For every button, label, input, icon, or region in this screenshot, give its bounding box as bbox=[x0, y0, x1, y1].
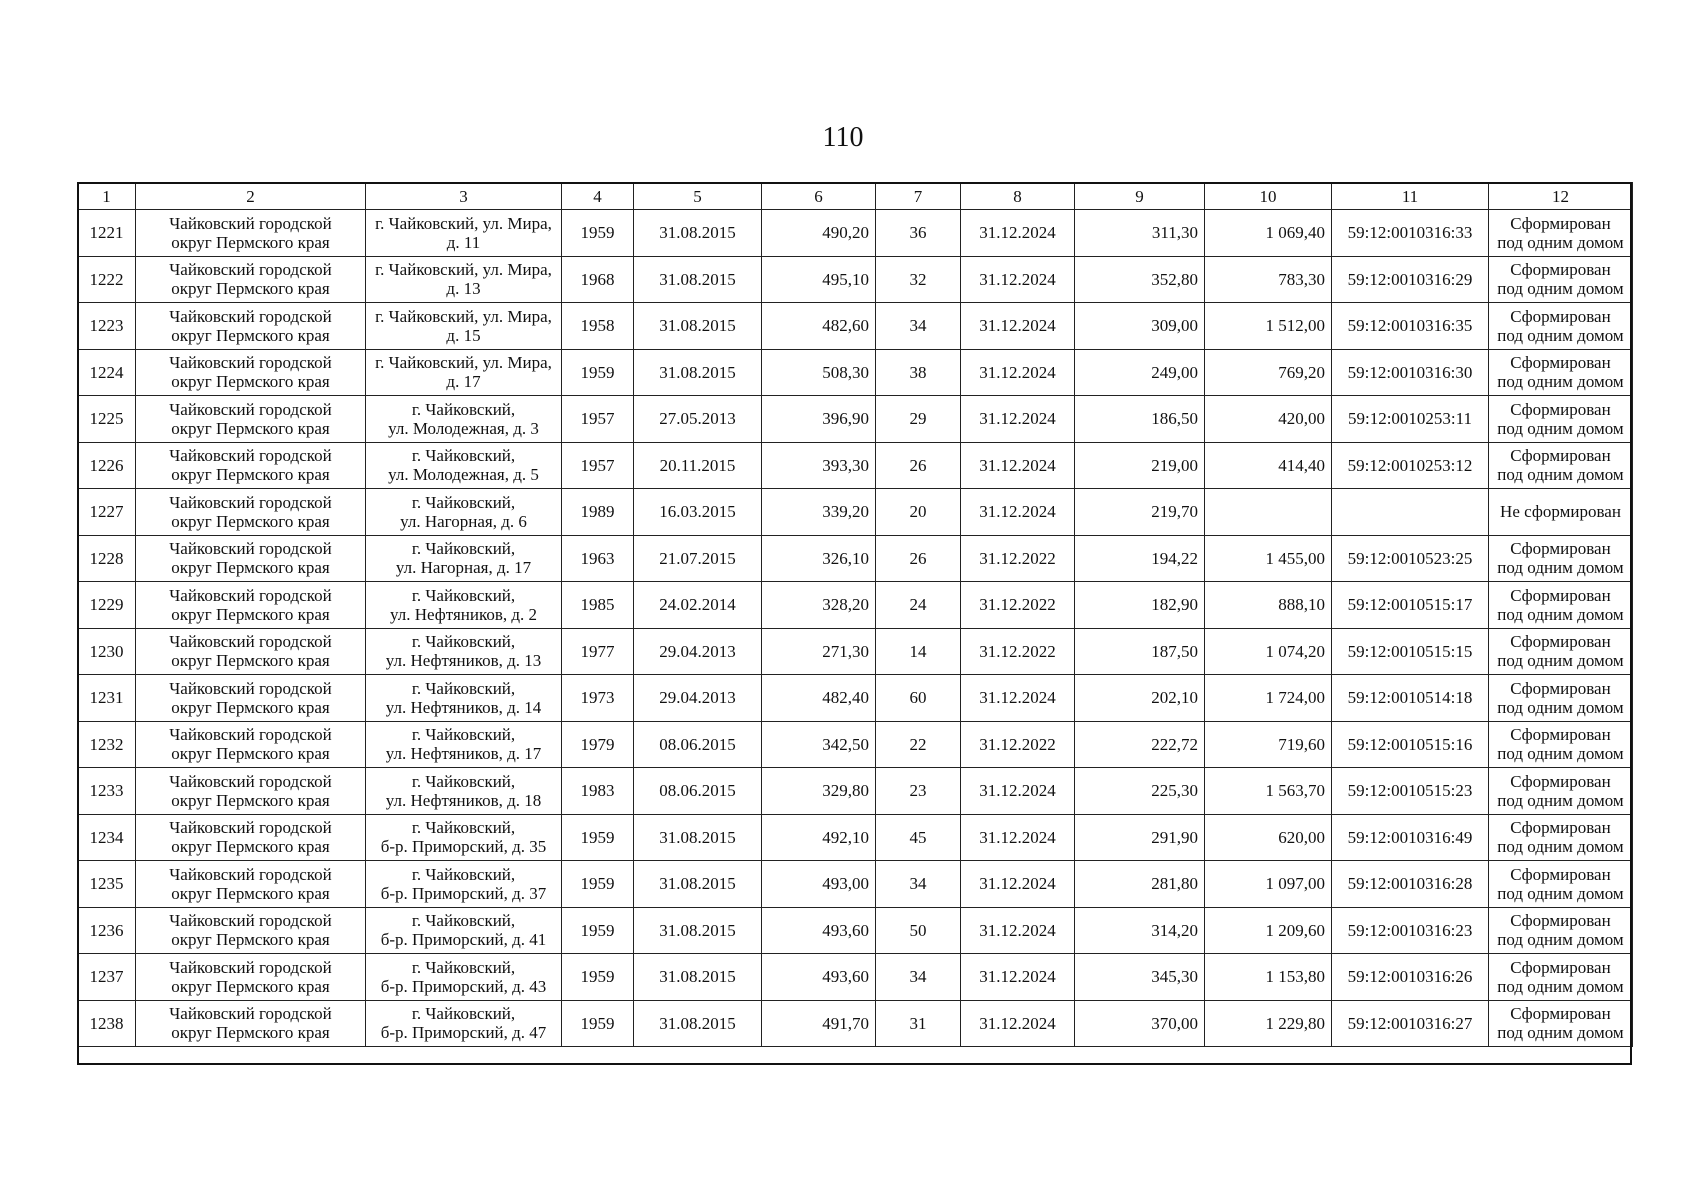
total-area-cell: 339,20 bbox=[762, 489, 876, 536]
cadastral-number-cell: 59:12:0010316:35 bbox=[1332, 303, 1489, 350]
land-area-cell: 1 209,60 bbox=[1205, 907, 1332, 954]
planned-date-cell: 31.12.2024 bbox=[961, 861, 1075, 908]
residents-count-cell: 26 bbox=[876, 535, 961, 582]
total-area-cell: 328,20 bbox=[762, 582, 876, 629]
land-status-cell: Сформирован под одним домом bbox=[1489, 396, 1633, 443]
municipality-cell: Чайковский городской округ Пермского края bbox=[136, 303, 366, 350]
year-built-cell: 1959 bbox=[562, 861, 634, 908]
municipality-cell: Чайковский городской округ Пермского края bbox=[136, 349, 366, 396]
cadastral-number-cell: 59:12:0010316:23 bbox=[1332, 907, 1489, 954]
land-status-cell: Сформирован под одним домом bbox=[1489, 907, 1633, 954]
total-area-cell: 492,10 bbox=[762, 814, 876, 861]
land-area-cell bbox=[1205, 489, 1332, 536]
address-cell: г. Чайковский, ул. Нефтяников, д. 2 bbox=[366, 582, 562, 629]
living-area-cell: 186,50 bbox=[1075, 396, 1205, 443]
table-row bbox=[78, 256, 1633, 303]
municipality-cell: Чайковский городской округ Пермского края bbox=[136, 535, 366, 582]
living-area-cell: 345,30 bbox=[1075, 954, 1205, 1001]
recognition-date-cell: 16.03.2015 bbox=[634, 489, 762, 536]
recognition-date-cell: 31.08.2015 bbox=[634, 954, 762, 1001]
table-row bbox=[78, 303, 1633, 350]
table-body bbox=[78, 210, 1633, 1047]
row-number-cell: 1238 bbox=[78, 1000, 136, 1047]
cadastral-number-cell: 59:12:0010316:27 bbox=[1332, 1000, 1489, 1047]
row-number-cell: 1226 bbox=[78, 442, 136, 489]
table-row bbox=[78, 861, 1633, 908]
land-status-cell: Сформирован под одним домом bbox=[1489, 303, 1633, 350]
cadastral-number-cell: 59:12:0010316:26 bbox=[1332, 954, 1489, 1001]
land-status-cell: Сформирован под одним домом bbox=[1489, 349, 1633, 396]
address-cell: г. Чайковский, ул. Нефтяников, д. 18 bbox=[366, 768, 562, 815]
address-cell: г. Чайковский, б-р. Приморский, д. 47 bbox=[366, 1000, 562, 1047]
land-area-cell: 1 512,00 bbox=[1205, 303, 1332, 350]
land-status-cell: Сформирован под одним домом bbox=[1489, 442, 1633, 489]
cadastral-number-cell: 59:12:0010515:17 bbox=[1332, 582, 1489, 629]
municipality-cell: Чайковский городской округ Пермского края bbox=[136, 907, 366, 954]
recognition-date-cell: 21.07.2015 bbox=[634, 535, 762, 582]
address-cell: г. Чайковский, ул. Нефтяников, д. 14 bbox=[366, 675, 562, 722]
land-area-cell: 783,30 bbox=[1205, 256, 1332, 303]
land-status-cell: Сформирован под одним домом bbox=[1489, 768, 1633, 815]
municipality-cell: Чайковский городской округ Пермского края bbox=[136, 861, 366, 908]
table-row bbox=[78, 535, 1633, 582]
year-built-cell: 1959 bbox=[562, 1000, 634, 1047]
planned-date-cell: 31.12.2024 bbox=[961, 442, 1075, 489]
municipality-cell: Чайковский городской округ Пермского края bbox=[136, 1000, 366, 1047]
residents-count-cell: 45 bbox=[876, 814, 961, 861]
address-cell: г. Чайковский, ул. Мира, д. 15 bbox=[366, 303, 562, 350]
residents-count-cell: 34 bbox=[876, 861, 961, 908]
total-area-cell: 393,30 bbox=[762, 442, 876, 489]
land-area-cell: 414,40 bbox=[1205, 442, 1332, 489]
address-cell: г. Чайковский, б-р. Приморский, д. 41 bbox=[366, 907, 562, 954]
residents-count-cell: 60 bbox=[876, 675, 961, 722]
page-number: 110 bbox=[822, 122, 864, 153]
total-area-cell: 491,70 bbox=[762, 1000, 876, 1047]
residents-count-cell: 31 bbox=[876, 1000, 961, 1047]
living-area-cell: 314,20 bbox=[1075, 907, 1205, 954]
address-cell: г. Чайковский, ул. Молодежная, д. 5 bbox=[366, 442, 562, 489]
cadastral-number-cell: 59:12:0010523:25 bbox=[1332, 535, 1489, 582]
recognition-date-cell: 27.05.2013 bbox=[634, 396, 762, 443]
living-area-cell: 309,00 bbox=[1075, 303, 1205, 350]
row-number-cell: 1236 bbox=[78, 907, 136, 954]
row-number-cell: 1229 bbox=[78, 582, 136, 629]
year-built-cell: 1959 bbox=[562, 907, 634, 954]
municipality-cell: Чайковский городской округ Пермского края bbox=[136, 954, 366, 1001]
planned-date-cell: 31.12.2022 bbox=[961, 582, 1075, 629]
planned-date-cell: 31.12.2024 bbox=[961, 675, 1075, 722]
planned-date-cell: 31.12.2024 bbox=[961, 907, 1075, 954]
table-row bbox=[78, 954, 1633, 1001]
planned-date-cell: 31.12.2024 bbox=[961, 814, 1075, 861]
living-area-cell: 182,90 bbox=[1075, 582, 1205, 629]
year-built-cell: 1959 bbox=[562, 954, 634, 1001]
recognition-date-cell: 31.08.2015 bbox=[634, 303, 762, 350]
column-header: 7 bbox=[876, 183, 961, 210]
year-built-cell: 1977 bbox=[562, 628, 634, 675]
table-row bbox=[78, 768, 1633, 815]
column-header: 2 bbox=[136, 183, 366, 210]
year-built-cell: 1973 bbox=[562, 675, 634, 722]
planned-date-cell: 31.12.2024 bbox=[961, 210, 1075, 257]
year-built-cell: 1959 bbox=[562, 814, 634, 861]
address-cell: г. Чайковский, ул. Нагорная, д. 6 bbox=[366, 489, 562, 536]
cadastral-number-cell: 59:12:0010515:23 bbox=[1332, 768, 1489, 815]
total-area-cell: 495,10 bbox=[762, 256, 876, 303]
land-status-cell: Сформирован под одним домом bbox=[1489, 675, 1633, 722]
table-row bbox=[78, 489, 1633, 536]
row-number-cell: 1231 bbox=[78, 675, 136, 722]
table-row bbox=[78, 721, 1633, 768]
header-row bbox=[78, 183, 1633, 210]
land-status-cell: Сформирован под одним домом bbox=[1489, 954, 1633, 1001]
living-area-cell: 370,00 bbox=[1075, 1000, 1205, 1047]
row-number-cell: 1233 bbox=[78, 768, 136, 815]
column-header: 12 bbox=[1489, 183, 1633, 210]
land-status-cell: Сформирован под одним домом bbox=[1489, 628, 1633, 675]
total-area-cell: 396,90 bbox=[762, 396, 876, 443]
municipality-cell: Чайковский городской округ Пермского края bbox=[136, 628, 366, 675]
planned-date-cell: 31.12.2022 bbox=[961, 535, 1075, 582]
land-status-cell: Сформирован под одним домом bbox=[1489, 256, 1633, 303]
municipality-cell: Чайковский городской округ Пермского края bbox=[136, 768, 366, 815]
address-cell: г. Чайковский, ул. Нагорная, д. 17 bbox=[366, 535, 562, 582]
table-row bbox=[78, 210, 1633, 257]
total-area-cell: 490,20 bbox=[762, 210, 876, 257]
land-area-cell: 719,60 bbox=[1205, 721, 1332, 768]
municipality-cell: Чайковский городской округ Пермского края bbox=[136, 489, 366, 536]
living-area-cell: 225,30 bbox=[1075, 768, 1205, 815]
land-status-cell: Сформирован под одним домом bbox=[1489, 582, 1633, 629]
living-area-cell: 311,30 bbox=[1075, 210, 1205, 257]
column-header: 10 bbox=[1205, 183, 1332, 210]
year-built-cell: 1985 bbox=[562, 582, 634, 629]
land-area-cell: 769,20 bbox=[1205, 349, 1332, 396]
land-status-cell: Не сформирован bbox=[1489, 489, 1633, 536]
recognition-date-cell: 31.08.2015 bbox=[634, 256, 762, 303]
address-cell: г. Чайковский, ул. Молодежная, д. 3 bbox=[366, 396, 562, 443]
land-status-cell: Сформирован под одним домом bbox=[1489, 535, 1633, 582]
land-area-cell: 1 153,80 bbox=[1205, 954, 1332, 1001]
land-area-cell: 1 455,00 bbox=[1205, 535, 1332, 582]
total-area-cell: 482,60 bbox=[762, 303, 876, 350]
living-area-cell: 194,22 bbox=[1075, 535, 1205, 582]
cadastral-number-cell: 59:12:0010515:15 bbox=[1332, 628, 1489, 675]
land-area-cell: 1 069,40 bbox=[1205, 210, 1332, 257]
residents-count-cell: 34 bbox=[876, 303, 961, 350]
residents-count-cell: 23 bbox=[876, 768, 961, 815]
column-header: 3 bbox=[366, 183, 562, 210]
year-built-cell: 1983 bbox=[562, 768, 634, 815]
column-header: 9 bbox=[1075, 183, 1205, 210]
land-area-cell: 1 724,00 bbox=[1205, 675, 1332, 722]
living-area-cell: 291,90 bbox=[1075, 814, 1205, 861]
table-row bbox=[78, 1000, 1633, 1047]
living-area-cell: 352,80 bbox=[1075, 256, 1205, 303]
cadastral-number-cell: 59:12:0010253:11 bbox=[1332, 396, 1489, 443]
planned-date-cell: 31.12.2024 bbox=[961, 256, 1075, 303]
table-row bbox=[78, 814, 1633, 861]
residents-count-cell: 36 bbox=[876, 210, 961, 257]
municipality-cell: Чайковский городской округ Пермского края bbox=[136, 814, 366, 861]
cadastral-number-cell: 59:12:0010316:29 bbox=[1332, 256, 1489, 303]
recognition-date-cell: 31.08.2015 bbox=[634, 349, 762, 396]
year-built-cell: 1979 bbox=[562, 721, 634, 768]
row-number-cell: 1234 bbox=[78, 814, 136, 861]
land-status-cell: Сформирован под одним домом bbox=[1489, 721, 1633, 768]
total-area-cell: 271,30 bbox=[762, 628, 876, 675]
living-area-cell: 219,70 bbox=[1075, 489, 1205, 536]
residents-count-cell: 26 bbox=[876, 442, 961, 489]
land-status-cell: Сформирован под одним домом bbox=[1489, 814, 1633, 861]
address-cell: г. Чайковский, ул. Мира, д. 13 bbox=[366, 256, 562, 303]
land-area-cell: 1 074,20 bbox=[1205, 628, 1332, 675]
living-area-cell: 281,80 bbox=[1075, 861, 1205, 908]
planned-date-cell: 31.12.2024 bbox=[961, 1000, 1075, 1047]
total-area-cell: 493,00 bbox=[762, 861, 876, 908]
total-area-cell: 329,80 bbox=[762, 768, 876, 815]
recognition-date-cell: 08.06.2015 bbox=[634, 721, 762, 768]
row-number-cell: 1232 bbox=[78, 721, 136, 768]
planned-date-cell: 31.12.2022 bbox=[961, 721, 1075, 768]
year-built-cell: 1957 bbox=[562, 396, 634, 443]
land-area-cell: 888,10 bbox=[1205, 582, 1332, 629]
row-number-cell: 1224 bbox=[78, 349, 136, 396]
cadastral-number-cell: 59:12:0010514:18 bbox=[1332, 675, 1489, 722]
cadastral-number-cell: 59:12:0010316:33 bbox=[1332, 210, 1489, 257]
row-number-cell: 1230 bbox=[78, 628, 136, 675]
residents-count-cell: 32 bbox=[876, 256, 961, 303]
residents-count-cell: 34 bbox=[876, 954, 961, 1001]
year-built-cell: 1959 bbox=[562, 210, 634, 257]
living-area-cell: 222,72 bbox=[1075, 721, 1205, 768]
total-area-cell: 508,30 bbox=[762, 349, 876, 396]
cadastral-number-cell: 59:12:0010253:12 bbox=[1332, 442, 1489, 489]
land-area-cell: 1 097,00 bbox=[1205, 861, 1332, 908]
municipality-cell: Чайковский городской округ Пермского края bbox=[136, 675, 366, 722]
land-area-cell: 620,00 bbox=[1205, 814, 1332, 861]
recognition-date-cell: 24.02.2014 bbox=[634, 582, 762, 629]
planned-date-cell: 31.12.2024 bbox=[961, 396, 1075, 443]
address-cell: г. Чайковский, ул. Нефтяников, д. 17 bbox=[366, 721, 562, 768]
row-number-cell: 1237 bbox=[78, 954, 136, 1001]
year-built-cell: 1989 bbox=[562, 489, 634, 536]
total-area-cell: 493,60 bbox=[762, 954, 876, 1001]
address-cell: г. Чайковский, б-р. Приморский, д. 37 bbox=[366, 861, 562, 908]
cadastral-number-cell: 59:12:0010316:28 bbox=[1332, 861, 1489, 908]
recognition-date-cell: 31.08.2015 bbox=[634, 861, 762, 908]
total-area-cell: 493,60 bbox=[762, 907, 876, 954]
year-built-cell: 1957 bbox=[562, 442, 634, 489]
planned-date-cell: 31.12.2024 bbox=[961, 349, 1075, 396]
land-status-cell: Сформирован под одним домом bbox=[1489, 1000, 1633, 1047]
table-row bbox=[78, 675, 1633, 722]
planned-date-cell: 31.12.2024 bbox=[961, 303, 1075, 350]
residents-count-cell: 38 bbox=[876, 349, 961, 396]
recognition-date-cell: 31.08.2015 bbox=[634, 814, 762, 861]
residents-count-cell: 24 bbox=[876, 582, 961, 629]
living-area-cell: 202,10 bbox=[1075, 675, 1205, 722]
total-area-cell: 326,10 bbox=[762, 535, 876, 582]
column-header: 8 bbox=[961, 183, 1075, 210]
recognition-date-cell: 29.04.2013 bbox=[634, 628, 762, 675]
cadastral-number-cell: 59:12:0010316:30 bbox=[1332, 349, 1489, 396]
address-cell: г. Чайковский, ул. Мира, д. 17 bbox=[366, 349, 562, 396]
row-number-cell: 1228 bbox=[78, 535, 136, 582]
table-row bbox=[78, 442, 1633, 489]
row-number-cell: 1222 bbox=[78, 256, 136, 303]
total-area-cell: 482,40 bbox=[762, 675, 876, 722]
land-area-cell: 1 563,70 bbox=[1205, 768, 1332, 815]
column-header: 11 bbox=[1332, 183, 1489, 210]
planned-date-cell: 31.12.2024 bbox=[961, 489, 1075, 536]
residents-count-cell: 14 bbox=[876, 628, 961, 675]
column-header: 1 bbox=[78, 183, 136, 210]
table-row bbox=[78, 907, 1633, 954]
living-area-cell: 219,00 bbox=[1075, 442, 1205, 489]
land-area-cell: 420,00 bbox=[1205, 396, 1332, 443]
row-number-cell: 1227 bbox=[78, 489, 136, 536]
land-area-cell: 1 229,80 bbox=[1205, 1000, 1332, 1047]
recognition-date-cell: 08.06.2015 bbox=[634, 768, 762, 815]
row-number-cell: 1225 bbox=[78, 396, 136, 443]
housing-registry-table bbox=[77, 182, 1633, 1047]
column-header: 6 bbox=[762, 183, 876, 210]
recognition-date-cell: 31.08.2015 bbox=[634, 1000, 762, 1047]
municipality-cell: Чайковский городской округ Пермского края bbox=[136, 396, 366, 443]
address-cell: г. Чайковский, б-р. Приморский, д. 35 bbox=[366, 814, 562, 861]
address-cell: г. Чайковский, ул. Мира, д. 11 bbox=[366, 210, 562, 257]
table-row bbox=[78, 349, 1633, 396]
address-cell: г. Чайковский, б-р. Приморский, д. 43 bbox=[366, 954, 562, 1001]
municipality-cell: Чайковский городской округ Пермского края bbox=[136, 210, 366, 257]
year-built-cell: 1958 bbox=[562, 303, 634, 350]
table-row bbox=[78, 628, 1633, 675]
planned-date-cell: 31.12.2024 bbox=[961, 768, 1075, 815]
column-header: 4 bbox=[562, 183, 634, 210]
municipality-cell: Чайковский городской округ Пермского края bbox=[136, 442, 366, 489]
year-built-cell: 1959 bbox=[562, 349, 634, 396]
table-row bbox=[78, 582, 1633, 629]
total-area-cell: 342,50 bbox=[762, 721, 876, 768]
recognition-date-cell: 31.08.2015 bbox=[634, 210, 762, 257]
address-cell: г. Чайковский, ул. Нефтяников, д. 13 bbox=[366, 628, 562, 675]
table-row bbox=[78, 396, 1633, 443]
row-number-cell: 1221 bbox=[78, 210, 136, 257]
municipality-cell: Чайковский городской округ Пермского края bbox=[136, 582, 366, 629]
year-built-cell: 1968 bbox=[562, 256, 634, 303]
column-header: 5 bbox=[634, 183, 762, 210]
municipality-cell: Чайковский городской округ Пермского края bbox=[136, 721, 366, 768]
recognition-date-cell: 29.04.2013 bbox=[634, 675, 762, 722]
recognition-date-cell: 20.11.2015 bbox=[634, 442, 762, 489]
living-area-cell: 187,50 bbox=[1075, 628, 1205, 675]
year-built-cell: 1963 bbox=[562, 535, 634, 582]
cadastral-number-cell: 59:12:0010515:16 bbox=[1332, 721, 1489, 768]
cadastral-number-cell: 59:12:0010316:49 bbox=[1332, 814, 1489, 861]
row-number-cell: 1235 bbox=[78, 861, 136, 908]
residents-count-cell: 29 bbox=[876, 396, 961, 443]
land-status-cell: Сформирован под одним домом bbox=[1489, 210, 1633, 257]
planned-date-cell: 31.12.2024 bbox=[961, 954, 1075, 1001]
cadastral-number-cell bbox=[1332, 489, 1489, 536]
planned-date-cell: 31.12.2022 bbox=[961, 628, 1075, 675]
residents-count-cell: 20 bbox=[876, 489, 961, 536]
residents-count-cell: 22 bbox=[876, 721, 961, 768]
recognition-date-cell: 31.08.2015 bbox=[634, 907, 762, 954]
land-status-cell: Сформирован под одним домом bbox=[1489, 861, 1633, 908]
living-area-cell: 249,00 bbox=[1075, 349, 1205, 396]
row-number-cell: 1223 bbox=[78, 303, 136, 350]
municipality-cell: Чайковский городской округ Пермского края bbox=[136, 256, 366, 303]
residents-count-cell: 50 bbox=[876, 907, 961, 954]
